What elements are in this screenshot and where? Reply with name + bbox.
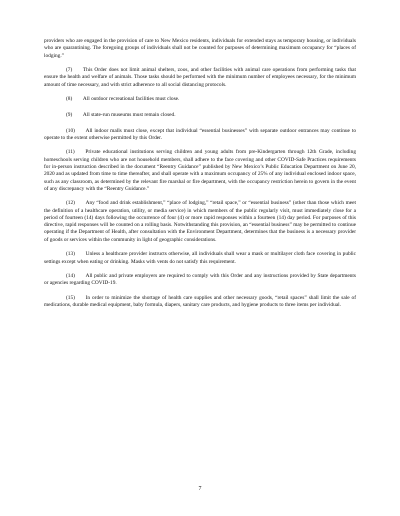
paragraph-7: (7) This Order does not limit animal shelters, zoos, and other facilities with animal care operations from performing tasks that ensure the health and welfare of animals. Those tasks should be performed with the minimum number of employees necessary, for the minimum amount of time necessary, and with strict adherence to all social distancing protocols.	[44, 67, 356, 88]
paragraph-8: (8) All outdoor recreational facilities must close.	[66, 96, 180, 103]
paragraph-9: (9) All state-run museums must remain closed.	[66, 111, 176, 118]
paragraph-10: (10) All indoor malls must close, except that individual “essential businesses” with separate outdoor entrances may continue to operate to the extent otherwise permitted by this Order.	[44, 127, 356, 141]
paragraph-12: (12) Any “food and drink establishment,” “place of lodging,” “retail space,” or “essential business” (other than those which meet the definition of a healthcare operation, utility, or media service) in which members of the public regularly visit, must immediately close for a period of fourteen (14) days following the occurrence of four (4) or more rapid responses within a fourteen (14) day period. For purposes of this directive, rapid responses will be counted on a rolling basis. Notwithstanding this provision, an “essential business” may be permitted to continue operating if the Department of Health, after consultation with the Environment Department, determines that the business is a necessary provider of goods or services within the community in light of geographic considerations.	[44, 200, 356, 243]
page-number: 7	[198, 486, 202, 492]
paragraph-14: (14) All public and private employers are required to comply with this Order and any instructions provided by State departments or agencies regarding COVID-19.	[44, 273, 356, 287]
paragraph-13: (13) Unless a healthcare provider instructs otherwise, all individuals shall wear a mask or multilayer cloth face covering in public settings except when eating or drinking. Masks with vents do not satisfy this requirement.	[44, 251, 356, 265]
paragraph-continuation: providers who are engaged in the provision of care to New Mexico residents, individuals for extended stays as temporary housing, or individuals who are quarantining. The foregoing groups of individuals shall not be counted for purposes of determining maximum occupancy for “places of lodging.”	[44, 38, 356, 59]
paragraph-11: (11) Private educational institutions serving children and young adults from pre-Kindergarten through 12th Grade, including homeschools serving children who are not household members, shall adhere to the face covering and other COVID-Safe Practices requirements for in-person instruction described in the document “Reentry Guidance” published by New Mexico’s Public Education Department on June 20, 2020 and as updated from time to time thereafter, and shall operate with a maximum occupancy of 25% of any individual enclosed indoor space, such as any classroom, as determined by the relevant fire marshal or fire department, with the occupancy restriction herein to govern in the event of any discrepancy with the “Reentry Guidance.”	[44, 149, 356, 192]
paragraph-15: (15) In order to minimize the shortage of health care supplies and other necessary goods, “retail spaces” shall limit the sale of medications, durable medical equipment, baby formula, diapers, sanitary care products, and hygiene products to three items per individual.	[44, 294, 356, 309]
